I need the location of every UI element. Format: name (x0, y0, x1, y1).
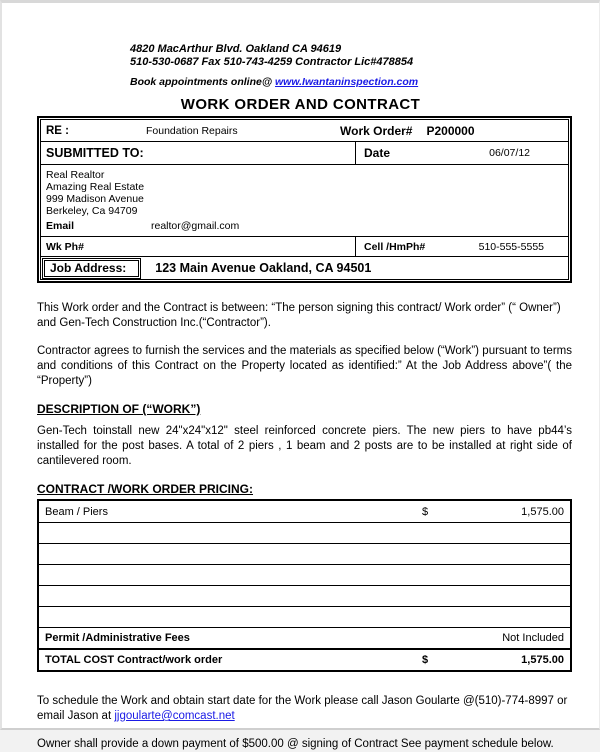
booking-line (130, 76, 569, 89)
page-title: WORK ORDER AND CONTRACT (180, 96, 421, 113)
job-address-value: 123 Main Avenue Oakland, CA 94501 (155, 261, 372, 275)
pricing-table (37, 499, 572, 672)
pricing-amount: Not Included (502, 632, 564, 644)
pricing-amount: 1,575.00 (521, 505, 564, 518)
pricing-row-beam-piers (39, 501, 570, 522)
address-line: 999 Madison Avenue (46, 193, 144, 205)
pricing-row-empty (39, 564, 570, 585)
pricing-row-empty (39, 585, 570, 606)
submitted-to-address (41, 165, 568, 216)
letterhead (130, 43, 569, 89)
pricing-row-permit-fees (39, 627, 570, 648)
booking-text: Book appointments online@ (130, 76, 275, 88)
re-row (41, 120, 568, 142)
work-order-label: Work Order# (340, 123, 413, 138)
letterhead-phone-line: 510-530-0687 Fax 510-743-4259 Contractor Lic#478854 (130, 56, 414, 68)
description-text: Gen-Tech toinstall new 24"x24"x12" steel reinforced concrete piers. The new piers to have pb44’s installed for the post bases. A total of 2 piers , 1 beam and 2 posts are to be installed at right side of cantilevered room. (37, 425, 572, 467)
email-value: realtor@gmail.com (151, 220, 240, 232)
schedule-email-link[interactable]: jjgoularte@comcast.net (114, 710, 235, 722)
pricing-currency: $ (422, 505, 429, 518)
pricing-description: Permit /Administrative Fees (45, 632, 190, 644)
date-label: Date (364, 146, 391, 160)
date-cell (355, 142, 568, 164)
phone-row (41, 237, 568, 257)
email-label: Email (46, 220, 75, 232)
pricing-row-empty (39, 606, 570, 627)
re-value: Foundation Repairs (146, 124, 238, 137)
down-payment-text: Owner shall provide a down payment of $500.00 @ signing of Contract See payment schedule below. (37, 738, 554, 750)
address-line: Berkeley, Ca 94709 (46, 205, 138, 217)
work-phone-label: Wk Ph# (46, 240, 84, 253)
re-label: RE : (46, 124, 69, 137)
pricing-row-total (39, 648, 570, 670)
pricing-heading: CONTRACT /WORK ORDER PRICING: (37, 482, 253, 496)
job-address-row (41, 257, 568, 279)
submitted-to-label: SUBMITTED TO: (46, 146, 144, 160)
work-order-value: P200000 (426, 123, 475, 138)
cell-phone-value: 510-555-5555 (478, 240, 544, 253)
scope-paragraph: Contractor agrees to furnish the services and the materials as specified below (“Work”) pursuant to terms and conditions of this Contract on the Property located as identified:” At the Job Address above”( the “Property”) (37, 345, 572, 387)
work-order-cell (340, 124, 568, 138)
pricing-description: Beam / Piers (45, 505, 108, 518)
pricing-row-empty (39, 522, 570, 543)
intro-paragraph: This Work order and the Contract is between: “The person signing this contract/ Work order” (“ Owner”) and Gen-Tech Construction Inc.(“Contractor”). (37, 302, 561, 329)
cell-phone-label: Cell /HmPh# (364, 240, 426, 253)
description-heading: DESCRIPTION OF (“WORK”) (37, 402, 201, 416)
email-row (41, 216, 568, 237)
pricing-description: TOTAL COST Contract/work order (45, 654, 223, 666)
order-form (37, 116, 572, 283)
cell-phone-cell (355, 237, 568, 256)
submitted-to-row (41, 142, 568, 165)
schedule-paragraph (37, 694, 572, 724)
letterhead-address: 4820 MacArthur Blvd. Oakland CA 94619 (130, 43, 342, 55)
address-line: Real Realtor (46, 169, 105, 181)
pricing-currency: $ (422, 654, 429, 666)
job-address-label: Job Address: (44, 260, 139, 277)
pricing-row-empty (39, 543, 570, 564)
schedule-text: To schedule the Work and obtain start date for the Work please call Jason Goularte @(510)-774-8997 or email Jason at (37, 695, 568, 722)
booking-website-link[interactable]: www.Iwantaninspection.com (275, 76, 419, 88)
address-line: Amazing Real Estate (46, 181, 145, 193)
pricing-amount: 1,575.00 (521, 654, 564, 666)
date-value: 06/07/12 (489, 147, 530, 159)
